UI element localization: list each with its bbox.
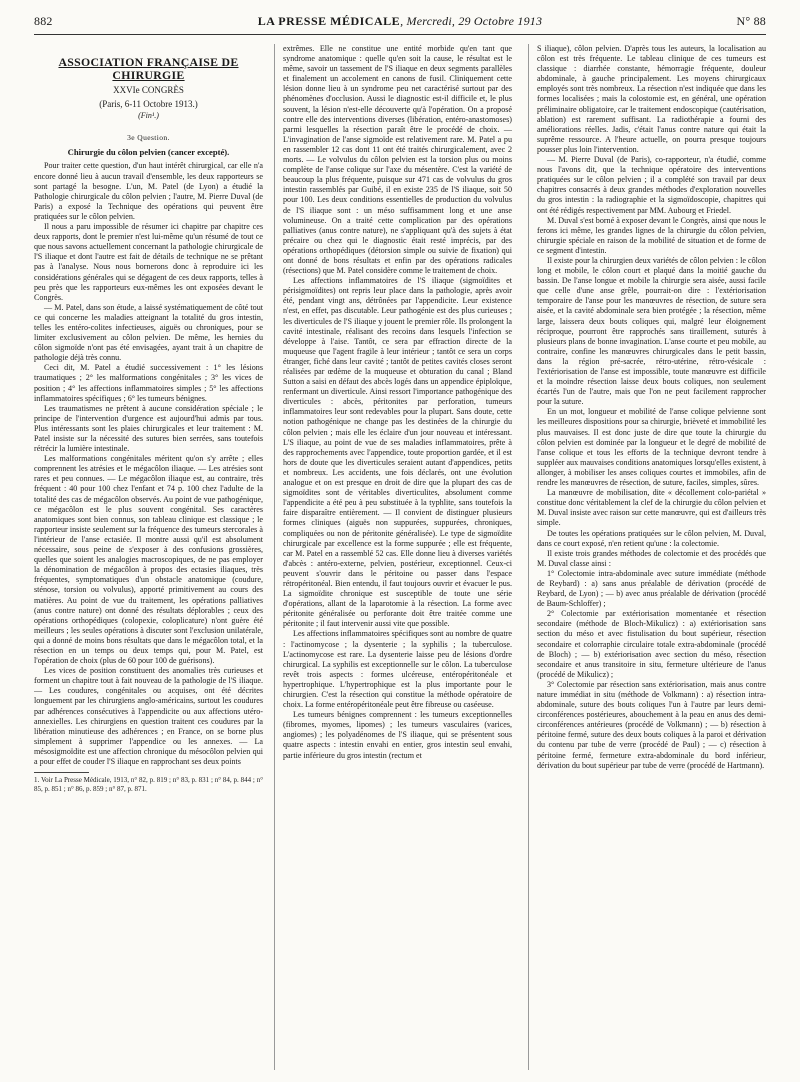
column-separator: [528, 44, 529, 1070]
question-number: 3e Question.: [127, 133, 170, 143]
question-title: Chirurgie du côlon pelvien (cancer excepté).: [67, 147, 230, 158]
header-rule: [34, 34, 766, 35]
header-title-line: [34, 14, 766, 29]
footnote-rule: [34, 772, 89, 773]
column-1: [34, 44, 263, 1070]
paragraph: 3° Colectomie par résection sans extériorisation, mais anus contre nature immédiat in situ (méthode de Volkmann) : a) résection intra-abdominale, suture des bouts coliques l'un à l'autre par leurs demi-circonférences postérieures, abouchement à la peau en anus des demi-circonférences antérieures (procédé de Volkmann) ; — b) résection à péritoine fermé, suture des deux bouts coliques à la paroi et dérivation du contenu par tube de verre (procédé de Paul) ; — c) résection à péritoine fermé, fermeture extra-abdominale du bord inférieur, dérivation du bout supérieur par tube de verre (procédé de Hartmann).: [537, 679, 766, 770]
paragraph: Il existe pour la chirurgien deux variétés de côlon pelvien : le côlon long et mobile, le côlon court et plaqué dans la moitié gauche du bassin. De l'anse longue et mobile la chirurgie sera aisée, aussi facile que celle d'une anse grêle, pourrait-on dire : l'extériorisation temporaire de l'anse pour les manœuvres de résection, de suture sera aisée, et la cavité abdominale sera bien protégée ; la résection, même large, laissera deux bouts coliques qui, malgré leur éloignement réciproque, pourront être rapprochés sans tiraillement, suturés à plusieurs plans de bonne invagination. L'anse courte et peu mobile, au contraire, confine les manœuvres chirurgicales dans le petit bassin, dans la région pré-sacrée, rétro-utérine, rétro-vésicale : l'extériorisation de l'anse est impossible, toute manœuvre est difficile et la moindre résection laisse deux bouts coliques, non seulement écartés l'un de l'autre, mais que l'on ne peut facilement rapprocher pour la suture.: [537, 255, 766, 407]
paragraph: De toutes les opérations pratiquées sur le côlon pelvien, M. Duval, dans ce court exposé, n'en retient qu'une : la colectomie.: [537, 528, 766, 548]
paragraph: Pour traiter cette question, d'un haut intérêt chirurgical, car elle n'a encore donné lieu à aucun travail d'ensemble, les deux rapporteurs se sont partagé la besogne. L'un, M. Patel (de Lyon) a étudié la Pathologie chirurgicale du côlon pelvien ; l'autre, M. Pierre Duval (de Paris) a exposé la Technique des opérations qui peuvent être pratiquées sur le côlon pelvien.: [34, 161, 263, 221]
congress-dates: (Paris, 6-11 Octobre 1913.): [99, 99, 198, 110]
continuation-note: (Fin¹.): [138, 111, 159, 121]
column-3: [537, 44, 766, 1070]
paragraph: S iliaque), côlon pelvien. D'après tous les auteurs, la localisation au côlon est très fréquente. Le tableau clinique de ces tumeurs est classique : diarrhée constante, hémorragie fréquente, douleur abdominale, à gauche principalement. Les moyens chirurgicaux employés sont très nombreux. La résection n'est indiquée que dans les formes localisées ; mais la colostomie est, en général, une opération préliminaire obligatoire, car le traitement endoscopique (cautérisation, ablation) est rarement suffisant. La radiothérapie a fourni des améliorations réelles. Jadis, c'était l'anus contre nature qui était la suprême ressource. A l'heure actuelle, on pourra presque toujours pousser plus loin l'intervention.: [537, 44, 766, 154]
journal-title: LA PRESSE MÉDICALE: [257, 14, 401, 28]
column-2: [283, 44, 512, 1070]
paragraph: 2° Colectomie par extériorisation momentanée et résection secondaire (méthode de Bloch-Mikulicz) : a) extériorisation sans section du méso et avec fistulisation du bout supérieur, résection secondaire et colorraphie circulaire totale extra-abdominale (procédé de Bloch) ; — b) extériorisation avec section du méso, résection secondaire et anus transitoire in situ, fermeture ultérieure de l'anus (procédé de Mikulicz) ;: [537, 609, 766, 679]
paragraph: Les affections inflammatoires spécifiques sont au nombre de quatre : l'actinomycose ; la dysenterie ; la syphilis ; la tuberculose. L'actinomycose est rare. La dysenterie laisse peu de lésions d'ordre chirurgical. La syphilis est exceptionnelle sur le côlon. La tuberculose revêt trois aspects : formes ulcéreuse, entéropéritonéale et hypertrophique. L'hypertrophique est la plus importante pour le chirurgien. C'est la résection qui constitue la méthode opératoire de choix. La forme entéropéritonéale peut être fibreuse ou caséeuse.: [283, 629, 512, 710]
column-separator: [274, 44, 275, 1070]
paragraph: extrêmes. Elle ne constitue une entité morbide qu'en tant que syndrome anatomique : quelle qu'en soit la cause, le résultat est le même, savoir un tassement de l'S iliaque en deux segments parallèles et finalement un accolement en canons de fusil. Cliniquement cette lésion donne lieu à un syndrome peu net caractérisé surtout par des phénomènes d'occlusion. Aussi le diagnostic est-il difficile et, le plus souvent, la lésion n'est-elle découverte qu'à l'opération. On a proposé contre elle des interventions diverses (libération, entéro-anastomoses) parmi lesquelles la résection paraît être le procédé de choix. — L'invagination de l'anse sigmoïde est relativement rare. M. Patel a pu en rassembler 12 cas dont 11 ont été traités chirurgicalement, avec 2 morts. — Le volvulus du côlon pelvien est la torsion plus ou moins complète de l'anse colique sur l'axe du mésentère. C'est la variété de beaucoup la plus fréquente, puisque sur 471 cas de volvulus du gros intestin rassemblés par Guibé, il en existe 235 de l'S iliaque, soit 50 pour 100. Les deux conditions essentielles de production du volvulus de l'S iliaque sont : un méso suffisamment long et une anse volumineuse. On a traité cette complication par des opérations palliatives (anus contre nature), ne s'appliquant qu'à des sujets à état précaire ou chez qui le diagnostic était resté imprécis, par des opérations orthopédiques (détorsion simple ou suivie de fixation) qui ont donné de bons résultats et enfin par des opérations radicales (résections) que M. Patel considère comme le traitement de choix.: [283, 44, 512, 276]
paragraph: Les tumeurs bénignes comprennent : les tumeurs exceptionnelles (fibromes, myomes, lipomes) ; les tumeurs vasculaires (varices, angiomes) ; les polyadénomes de l'S iliaque, qui se présentent sous quatre aspects : intestin envahi en entier, gros intestin seul envahi, partie inférieure du gros intestin (rectum et: [283, 710, 512, 760]
page-number: 882: [34, 14, 53, 28]
paragraph: La manœuvre de mobilisation, dite « décollement colo-pariétal » constitue donc véritablement la clef de la chirurgie du côlon pelvien et M. Duval insiste avec raison sur cette manœuvre, qui est d'ailleurs très simple.: [537, 488, 766, 528]
paragraph: En un mot, longueur et mobilité de l'anse colique pelvienne sont les meilleures dispositions pour sa chirurgie, brièveté et immobilité les plus mauvaises. Il est donc juste de dire que toute la chirurgie du côlon pelvien est dominée par la longueur et le degré de mobilité de l'anse colique et tous les efforts de la technique devront tendre à suppléer aux mauvaises conditions anatomiques lorsqu'elles existent, à allonger, à mobiliser les anses coliques courtes et immobiles, afin de rendre les manœuvres de résection, de suture, faciles, simples, sûres.: [537, 407, 766, 488]
paragraph: Ceci dit, M. Patel a étudié successivement : 1° les lésions traumatiques ; 2° les malformations congénitales ; 3° les vices de position ; 4° les affections inflammatoires simples ; 5° les affections inflammatoires spécifiques ; 6° les tumeurs bénignes.: [34, 363, 263, 403]
paragraph: M. Duval s'est borné à exposer devant le Congrès, ainsi que nous le ferons ici même, les grandes lignes de la chirurgie du côlon pelvien, chirurgie spéciale en raison de la mobilité de situation et de forme de ce segment d'intestin.: [537, 215, 766, 255]
congress-number: XXVIe CONGRÈS: [113, 85, 184, 95]
paragraph: — M. Pierre Duval (de Paris), co-rapporteur, n'a étudié, comme nous l'avons dit, que la technique opératoire des interventions pratiquées sur le côlon pelvien ; il a complété son travail par deux chapitres consacrés à deux grandes méthodes d'exploration nouvelles du gros intestin : la radiographie et la sigmoïdoscopie, chapitres qui ont été rédigés respectivement par MM. Aubourg et Friedel.: [537, 155, 766, 215]
paragraph: Les affections inflammatoires de l'S iliaque (sigmoïdites et périsigmoïdites) ont repris leur place dans la pathologie, après avoir été, pendant vingt ans, détrônées par l'appendicite. Leur existence n'est, en effet, pas discutable. Leur pathogénie est des plus curieuses ; les diverticules de l'S iliaque y jouent le premier rôle. Ils prolongent la cavité intestinale, réalisant des recoins dans lesquels l'infection se développe à l'aise. Tantôt, ce sera par effraction directe de la muqueuse que l'agent fragile à leur intérieur ; tantôt ce sera un corps étranger, fiché dans leur cavité ; tantôt de petites cavités closes seront réalisées par œdème de la muqueuse et obturation du canal ; Bland Sutton a saisi en défaut des abcès logés dans un appendice épiploïque, renfermant un diverticule. Ainsi ressort l'importance pathogénique des diverticules : abcès, péritonites par perforation, tumeurs inflammatoires leur sont redevables pour la plupart. Sans doute, cette notion pathogénique ne change pas les destinées de la chirurgie du côlon pelvien ; mais elle les éclaire d'un jour nouveau et intéressant. L'S iliaque, au point de vue de ses maladies inflammatoires, prête à des rapprochements avec l'appendice, toute proportion gardée, et il est hors de doute que les diverticules seraient autant d'appendices, petits et nombreux. Les accidents, une fois déclarés, ont une évolution analogue et on est presque en droit de dire que la plupart des cas de sigmoïdites sont de véritables diverticulites, absolument comme l'appendicite a été peu à peu substituée à la typhlite, sans toutefois la faire disparaître entièrement. — Il convient de distinguer plusieurs formes cliniques (aiguës non suppurées, suppurées, chroniques, compliquées ou non de péritonite généralisée). Le type de sigmoïdite chirurgicale par excellence est la forme suppurée ; elle est fréquente, car M. Patel en a rassemblé 52 cas. Elle donne lieu à diverses variétés d'abcès : antéro-externe, pelvien, postérieur, exceptionnel. Ceux-ci peuvent s'ouvrir dans le péritoine ou passer dans l'espace rétropéritonéal. Bien entendu, il faut toujours ouvrir et évacuer le pus. La sigmoïdite chronique est susceptible de toute une série d'opérations, allant de la laparotomie à la résection. La forme avec péritonite généralisée ou perforante doit être traitée comme une péritonite ; il faut intervenir aussi vite que possible.: [283, 276, 512, 629]
association-title: ASSOCIATION FRANÇAISE DE CHIRURGIE: [58, 55, 239, 82]
paragraph: Les traumatismes ne prêtent à aucune considération spéciale ; le principe de l'intervention d'urgence est aujourd'hui admis par tous. Plus intéressants sont les plaies chirurgicales et leur traitement : M. Patel insiste sur la nécessité des sutures bien serrées, sans toutefois rétrécir la lumière intestinale.: [34, 403, 263, 454]
paragraph: 1° Colectomie intra-abdominale avec suture immédiate (méthode de Reybard) : a) sans anus préalable de dérivation (procédé de Reybard, de Lyon) ; — b) avec anus préalable de dérivation (procédé de Baum-Schloffer) ;: [537, 568, 766, 609]
paragraph: — M. Patel, dans son étude, a laissé systématiquement de côté tout ce qui concerne les maladies atteignant la totalité du gros intestin, telles les entéro-colites infectieuses, aiguës ou chroniques, pour se limiter exclusivement au côlon pelvien. De même, les hernies du côlon sigmoïde n'ont pas été envisagées, ayant trait à un chapitre de pathologie déjà très connu.: [34, 302, 263, 363]
page-header: [34, 14, 766, 34]
paragraph: Les malformations congénitales méritent qu'on s'y arrête ; elles comprennent les atrésies et le mégacôlon iliaque. — Les atrésies sont rares et peu connues. — Le mégacôlon iliaque est, au contraire, très fréquent : 40 pour 100 chez l'enfant et 74 p. 100 chez l'adulte de la totalité des cas de mégacôlon observés. Au point de vue pathogénique, ce mégacôlon est le plus souvent congénital. Ses caractères anatomiques sont bien connus, son tableau clinique est classique ; le rapporteur insiste seulement sur la fréquence des tumeurs stercorales à l'intérieur de l'anse ectasiée. Il montre aussi qu'il est absolument nécessaire, sous peine de s'exposer à des confusions grossières, quelles que soient les analogies macroscopiques, de ne pas employer la dénomination de mégacôlon à propos des ectasies iliaques, très fréquentes, symptomatiques d'un obstacle anatomique (coudure, sténose, torsion ou volvulus), apporté primitivement au cours des matières. Au point de vue du traitement, les opérations palliatives (anus contre nature) ont donné des résultats déplorables ; ceux des opérations orthopédiques (colopexie, coloplicature) n'ont guère été meilleurs ; les seules opérations à discuter sont l'exclusion unilatérale, qui a donné de moins bons résultats que dans le mégacôlon total, et la résection en un temps ou deux temps qui, pour M. Patel, est l'opération de choix (plus de 60 pour 100 de guérisons).: [34, 454, 263, 666]
paragraph: Les vices de position constituent des anomalies très curieuses et forment un chapitre tout à fait nouveau de la pathologie de l'S iliaque. — Les coudures, congénitales ou acquises, ont été décrites longuement par les chirurgiens anglo-américains, surtout les coudures par adhérences consécutives à l'appendicite ou aux affections utéro-annexielles. Les chirurgiens en question traitent ces coudures par la libération minutieuse des adhérences ; en France, on se borne plus simplement à supprimer l'appendice ou les annexes. — La mésosigmoïdite est une affection chronique du mésocôlon pelvien qui a pour effet de couder l'S iliaque en rapprochant ses deux points: [34, 666, 263, 766]
footnote: 1. Voir La Presse Médicale, 1913, n° 82, p. 819 ; n° 83, p. 831 ; n° 84, p. 844 ; n° 85, p. 851 ; n° 86, p. 859 ; n° 87, p. 871.: [34, 776, 263, 793]
issue-number: N° 88: [736, 14, 766, 28]
paragraph: Il nous a paru impossible de résumer ici chapitre par chapitre ces deux rapports, dont le premier n'est lui-même qu'un résumé de tout ce que nous savons actuellement concernant la pathologie chirurgicale de l'S iliaque et dont l'autre est fait de détails de technique ne se prêtant pas à l'analyse. Nous nous bornerons donc à reproduire ici les considérations générales qui se dégagent de ces deux rapports, telles à peu près que les rapporteurs eux-mêmes les ont exposées devant le Congrès.: [34, 222, 263, 302]
paragraph: Il existe trois grandes méthodes de colectomie et des procédés que M. Duval classe ainsi :: [537, 548, 766, 568]
issue-date: , Mercredi, 29 Octobre 1913: [400, 14, 543, 28]
